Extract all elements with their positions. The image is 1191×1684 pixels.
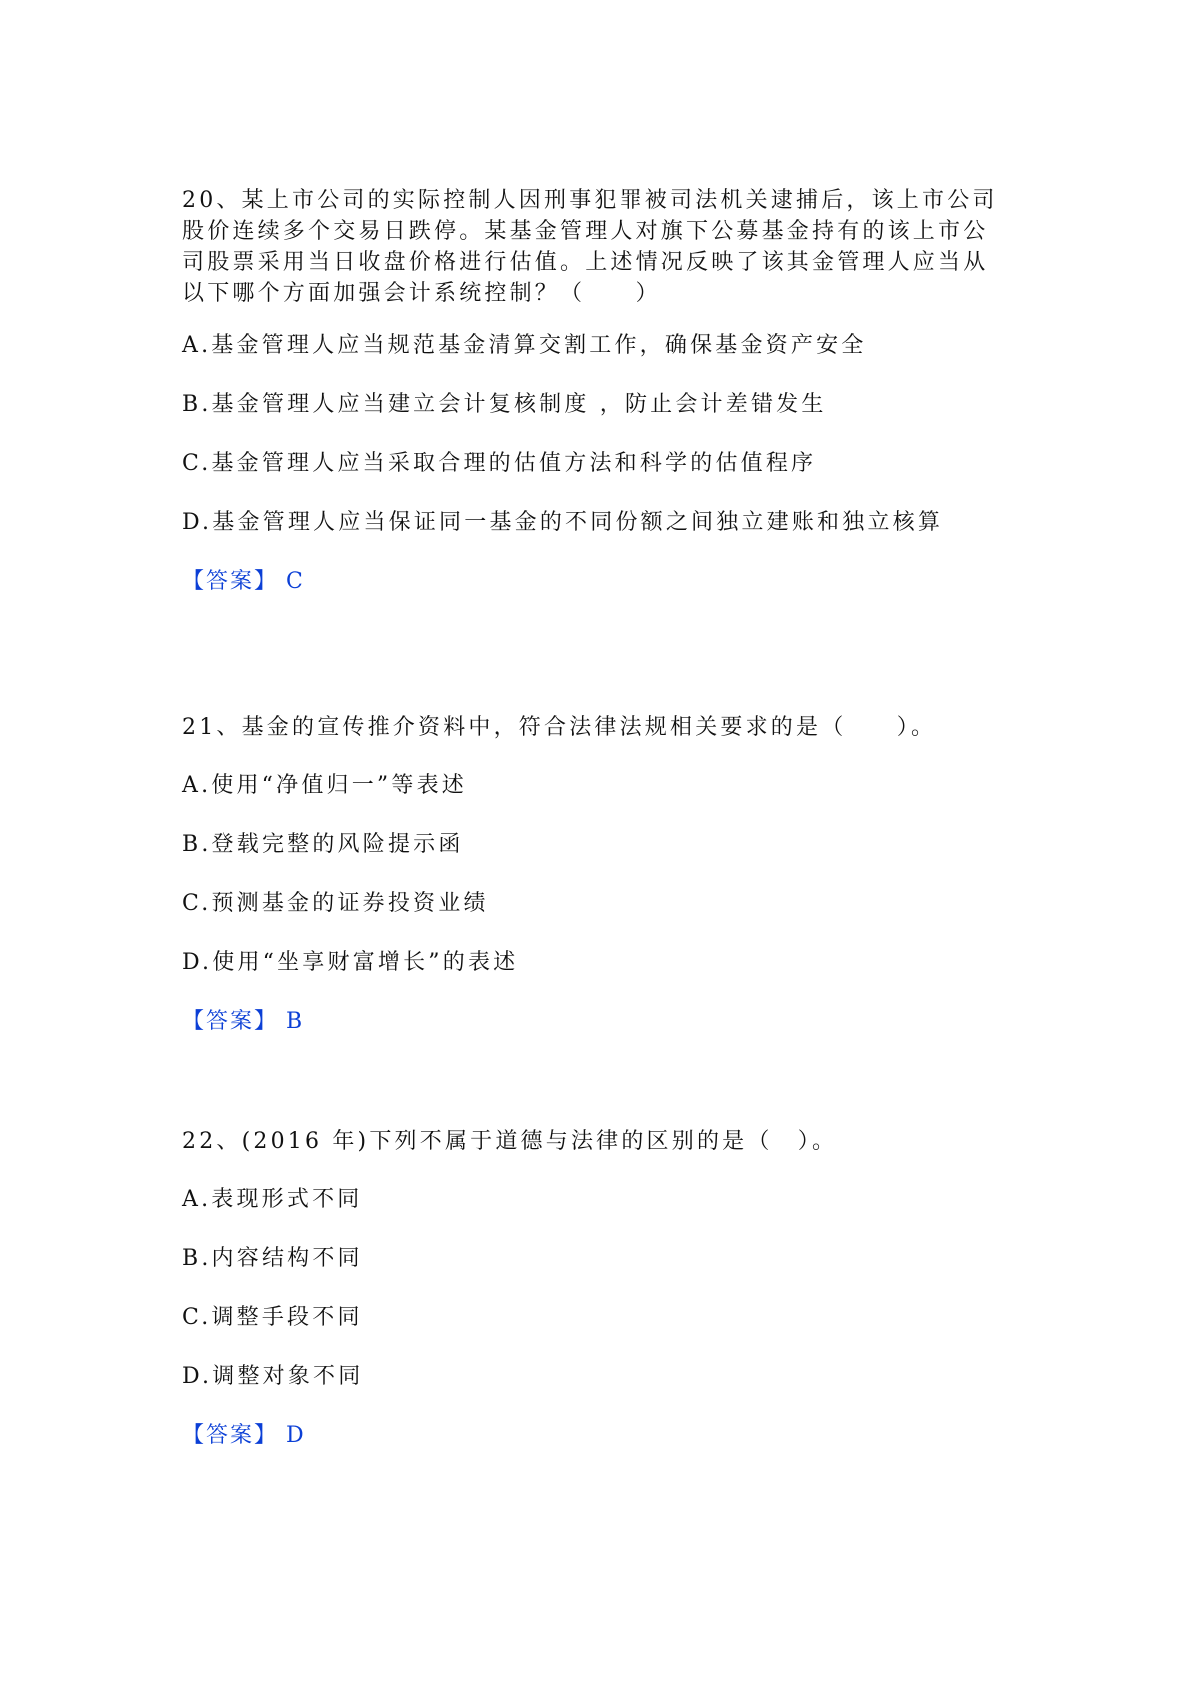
option-d: D.使用“坐享财富增长”的表述 [182, 950, 519, 975]
question-stem: 22、(2016 年)下列不属于道德与法律的区别的是（ ）。 [182, 1129, 838, 1154]
question-22 [182, 1126, 1012, 1448]
option-a: A.表现形式不同 [182, 1187, 363, 1212]
answer-value: C [286, 569, 303, 594]
answer-value: B [286, 1009, 303, 1034]
answer-line [182, 567, 303, 597]
option-b: B.登载完整的风险提示函 [182, 832, 464, 857]
question-20 [182, 185, 1012, 594]
answer-line [182, 1421, 304, 1451]
option-d: D.调整对象不同 [182, 1364, 364, 1389]
option-c: C.调整手段不同 [182, 1305, 363, 1330]
option-d: D.基金管理人应当保证同一基金的不同份额之间独立建账和独立核算 [182, 510, 944, 535]
answer-value: D [286, 1423, 304, 1448]
option-a: A.基金管理人应当规范基金清算交割工作，确保基金资产安全 [182, 333, 867, 358]
question-stem: 21、基金的宣传推介资料中，符合法律法规相关要求的是（ ）。 [182, 715, 937, 740]
option-c: C.预测基金的证券投资业绩 [182, 891, 489, 916]
option-a: A.使用“净值归一”等表述 [182, 773, 467, 798]
option-b: B.基金管理人应当建立会计复核制度 ，防止会计差错发生 [182, 392, 827, 417]
option-c: C.基金管理人应当采取合理的估值方法和科学的估值程序 [182, 451, 817, 476]
answer-line [182, 1007, 302, 1037]
option-b: B.内容结构不同 [182, 1246, 363, 1271]
answer-label: 【答案】 [182, 1423, 279, 1448]
answer-label: 【答案】 [182, 1009, 279, 1034]
question-21 [182, 712, 1012, 1034]
answer-label: 【答案】 [182, 569, 279, 594]
question-stem: 20、某上市公司的实际控制人因刑事犯罪被司法机关逮捕后，该上市公司股价连续多个交易日跌停。某基金管理人对旗下公募基金持有的该上市公司股票采用当日收盘价格进行估值。上述情况反映了该其金管理人应当从以下哪个方面加强会计系统控制？（ ） [182, 188, 998, 306]
